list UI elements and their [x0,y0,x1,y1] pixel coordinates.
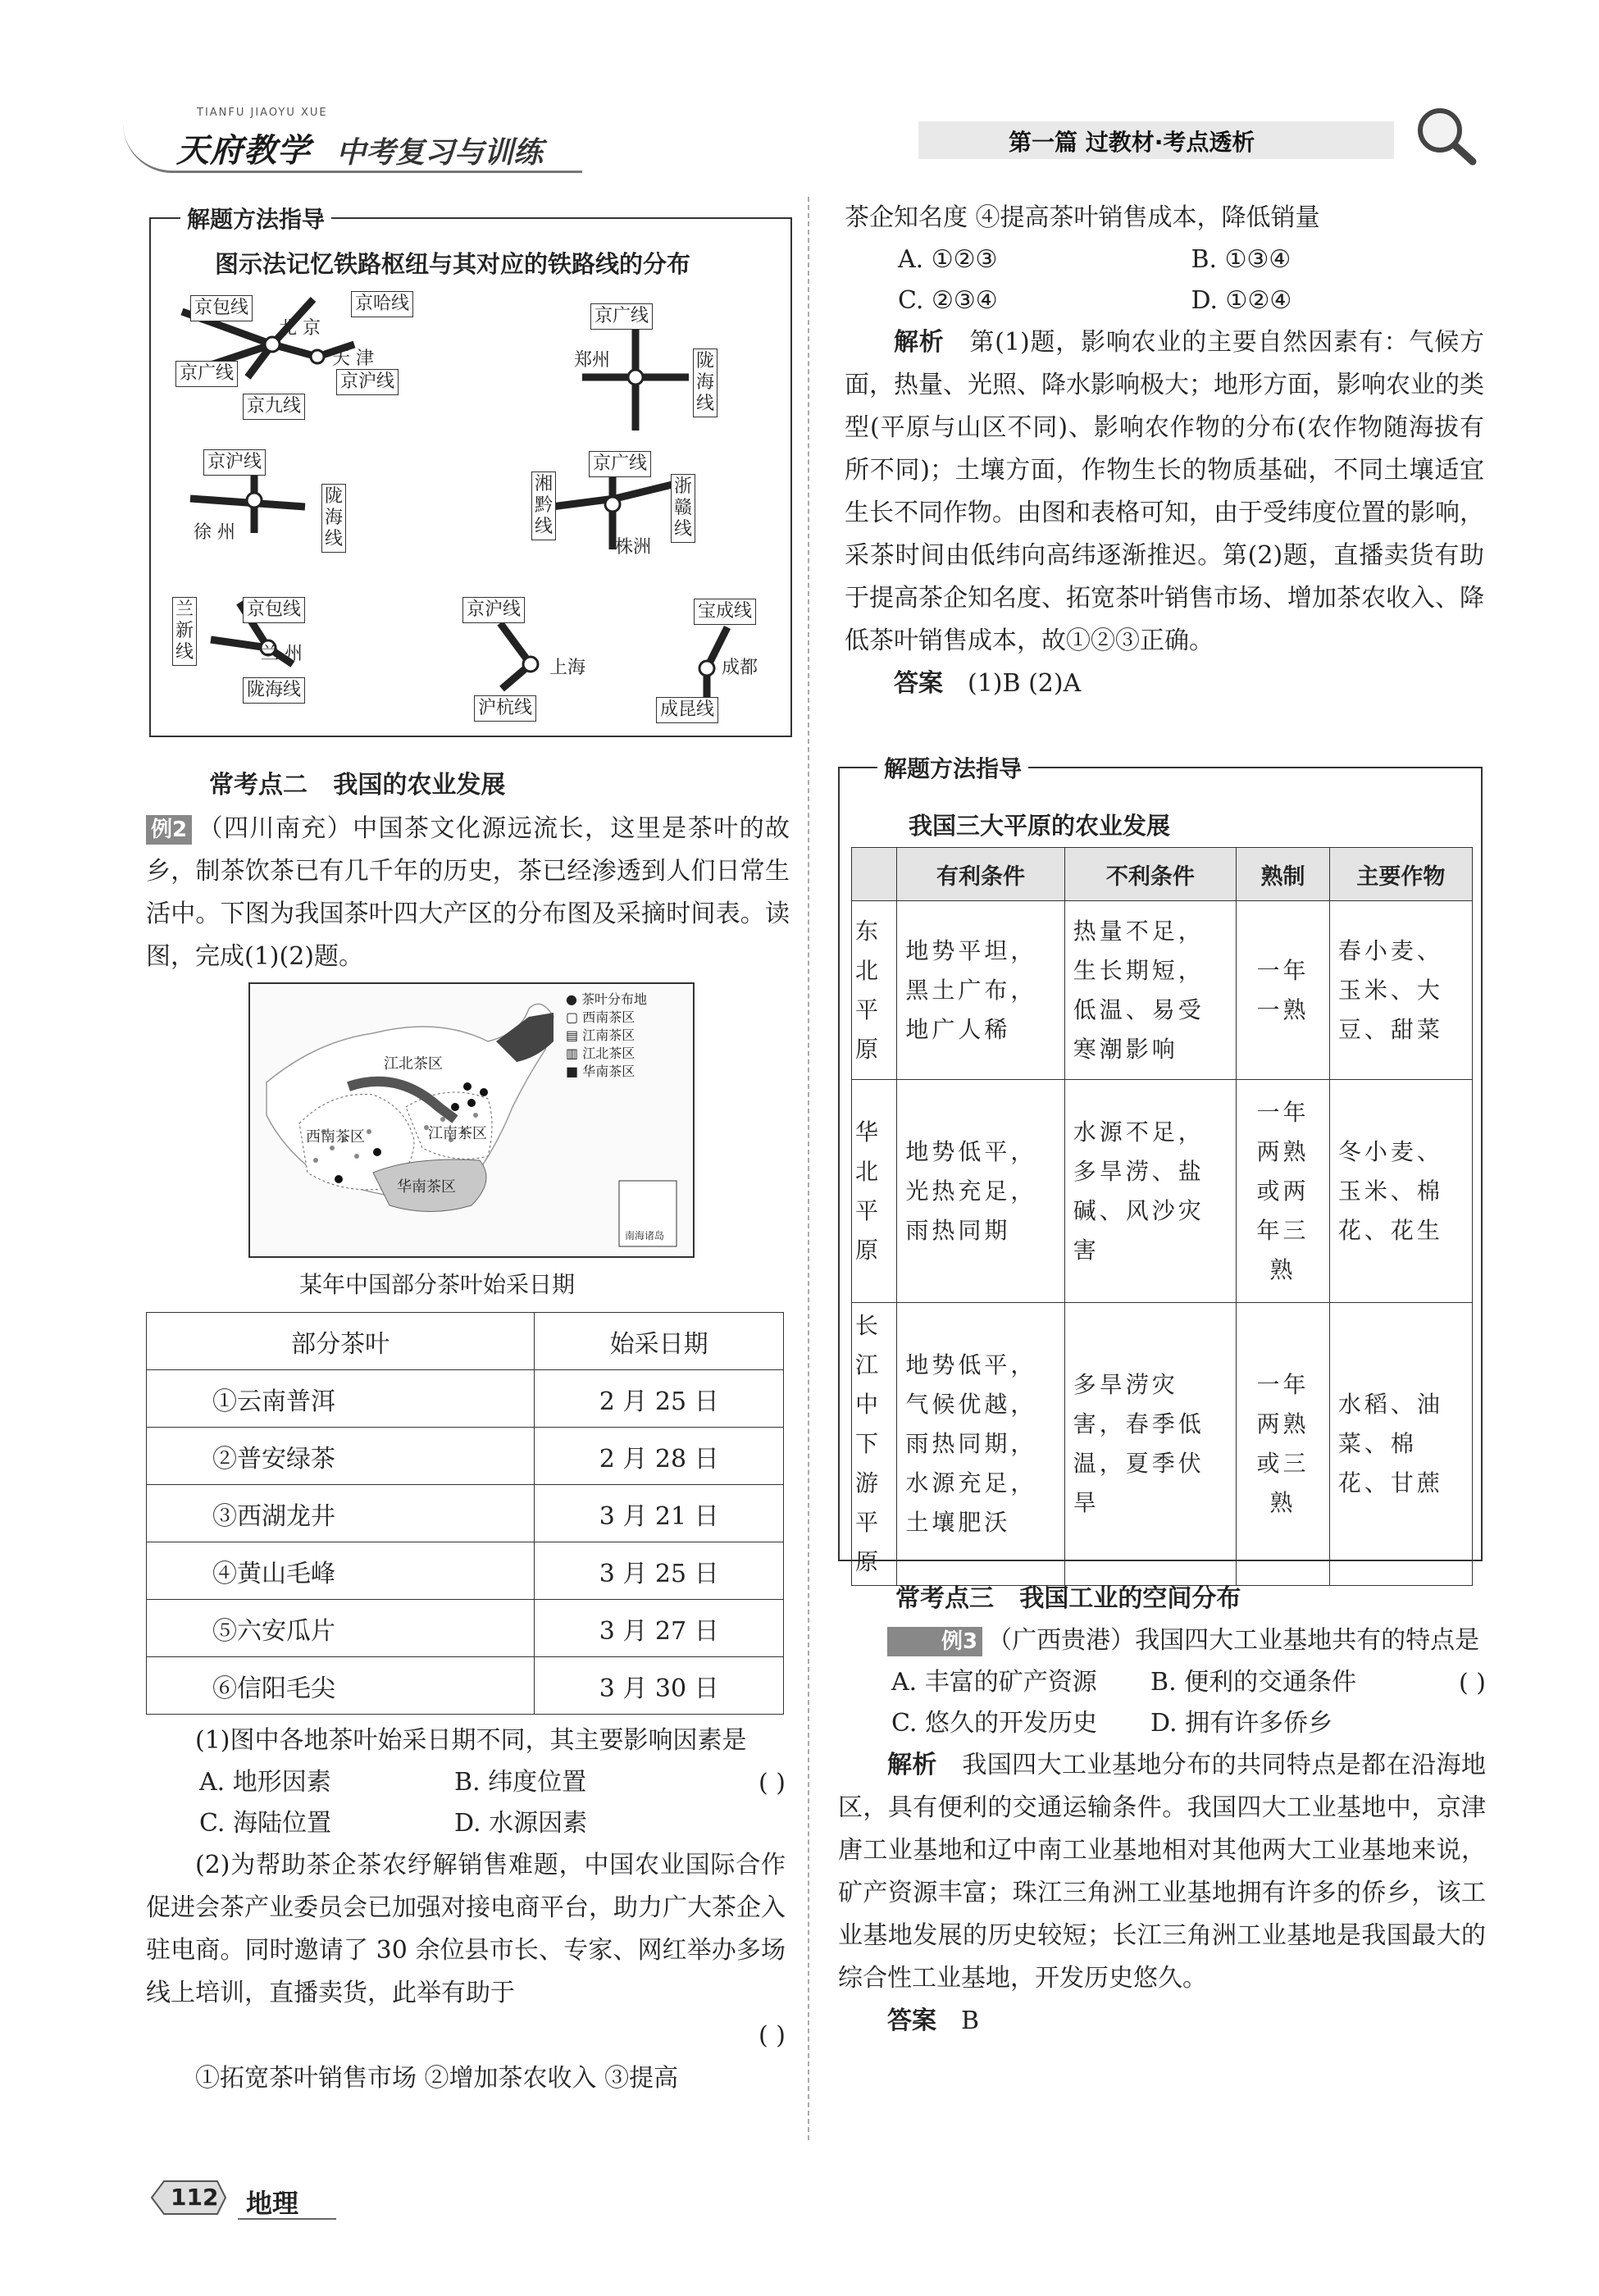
rail-line-label: 京广线 [175,361,238,387]
example-tag: 例3 [887,1627,982,1656]
legend-item: ▢ 西南茶区 [566,1009,636,1025]
question-1-text: (1)图中各地茶叶始采日期不同，其主要影响因素是 [195,1726,747,1755]
rail-line-label: 京哈线 [351,291,413,317]
question-1 [146,1720,786,2100]
right-column-top [845,197,1484,705]
question-2-items: ①拓宽茶叶销售市场 ②增加茶农收入 ③提高 [195,2064,679,2093]
legend-item: ▤ 江南茶区 [566,1027,636,1043]
plains-table [851,847,1473,1586]
rail-line-label: 陇海线 [693,348,718,417]
table-cell: 2 月 28 日 [535,1428,784,1485]
question-2-text: (2)为帮助茶企茶农纾解销售难题，中国农业国际合作促进会茶产业委员会已加强对接电商平台，助力广大茶企入驻电商。同时邀请了 30 余位县市长、专家、网红举办多场线上培训，直播卖货，此举有助于 [146,1851,786,2007]
option: C. 海陆位置 [199,1809,331,1838]
rail-line-label: 京沪线 [336,369,399,395]
analysis-text: 我国四大工业基地分布的共同特点是都在沿海地区，具有便利的交通运输条件。我国四大工业基地中，京津唐工业基地和辽中南工业基地相对其他两大工业基地来说，矿产资源丰富；珠江三角洲工业基地拥有许多的侨乡，该工业基地发展的历史较短；长江三角洲工业基地是我国最大的综合性工业基地，开发历史悠久。 [838,1751,1487,1993]
answer-label: 答案 [887,2007,936,2035]
answer-bracket: ( ) [1459,1669,1486,1697]
page-number-badge [148,2177,230,2218]
answer-bracket: ( ) [758,1769,786,1797]
answer-text: B [961,2007,980,2035]
table-cell: 华北平原 [852,1080,897,1303]
table-cell: 地势平坦，黑土广布，地广人稀 [897,901,1064,1080]
answer-bracket: ( ) [758,2021,786,2050]
table-cell: 热量不足，生长期短，低温、易受寒潮影响 [1064,901,1236,1080]
table-cell: ②普安绿茶 [147,1428,535,1485]
table-cell: 地势低平，气候优越，雨热同期，水源充足，土壤肥沃 [897,1303,1064,1586]
map-label: 华南茶区 [397,1178,456,1196]
option: D. ①②④ [1191,286,1292,315]
logo-pinyin: TIANFU JIAOYU XUE [197,107,328,119]
answer-label: 答案 [894,669,943,698]
option: B. 便利的交通条件 [1150,1668,1357,1697]
table-row [147,1600,784,1657]
option: B. 纬度位置 [454,1768,587,1797]
option: A. 丰富的矿产资源 [891,1668,1097,1697]
analysis-label: 解析 [894,328,945,357]
table-cell: 水源不足，多旱涝、盐碱、风沙灾害 [1064,1080,1236,1303]
rail-city-label: 成都 [722,658,758,678]
map-label: 江北茶区 [384,1055,443,1073]
table-cell: ⑤六安瓜片 [147,1600,535,1657]
rail-line-label: 京九线 [243,394,305,420]
table-row [852,1303,1473,1586]
example-3-text: （广西贵港）我国四大工业基地共有的特点是 [987,1626,1480,1655]
option: D. 拥有许多侨乡 [1150,1709,1333,1738]
table-cell: 3 月 27 日 [535,1600,784,1657]
rail-line-label: 湘黔线 [531,472,556,540]
table-cell: 3 月 25 日 [535,1542,784,1600]
map-label: 江南茶区 [428,1125,487,1142]
rail-city-label: 兰 州 [261,644,303,664]
table-header: 熟制 [1237,848,1330,901]
table-cell: 一年一熟 [1237,901,1330,1080]
map-legend [566,991,647,1081]
footer-subject: 地理 [246,2188,299,2219]
table-row [147,1542,784,1600]
legend-item: ■ 华南茶区 [566,1064,636,1079]
legend-item: ● 茶叶分布地 [566,991,648,1007]
table-header: 不利条件 [1064,848,1236,901]
table-row [147,1657,784,1715]
rail-line-label: 成昆线 [656,697,718,723]
legend-item: ▥ 江北茶区 [566,1046,636,1061]
table-row [147,1370,784,1428]
table-row [147,1485,784,1542]
rail-line-label: 京沪线 [203,449,266,476]
table-header: 主要作物 [1329,848,1472,901]
example-2-text: （四川南充）中国茶文化源远流长，这里是茶叶的故乡，制茶饮茶已有几千年的历史，茶已经渗透到人们日常生活中。下图为我国茶叶四大产区的分布图及采摘时间表。读图，完成(1)(2)题。 [146,814,790,971]
table-cell: 东北平原 [852,901,897,1080]
table-cell: 冬小麦、玉米、棉花、花生 [1329,1080,1472,1303]
analysis-text: 第(1)题，影响农业的主要自然因素有：气候方面，热量、光照、降水影响极大；地形方面，影响农业的类型(平原与山区不同)、影响农作物的分布(农作物随海拔有所不同)；土壤方面，作物生长的物质基础，不同土壤适宜生长不同作物。由图和表格可知，由于受纬度位置的影响，采茶时间由低纬向高纬逐渐推迟。第(2)题，直播卖货有助于提高茶企知名度、拓宽茶叶销售市场、增加茶农收入、降低茶叶销售成本，故①②③正确。 [845,328,1484,655]
method-box-title: 图示法记忆铁路枢纽与其对应的铁路线的分布 [215,250,691,278]
magnifier-icon [1409,102,1483,171]
option: C. ②③④ [898,286,998,315]
option: C. 悠久的开发历史 [891,1709,1097,1738]
rail-city-label: 徐 州 [194,522,235,543]
table-cell: ⑥信阳毛尖 [147,1657,535,1715]
table-cell: 3 月 21 日 [535,1485,784,1542]
table-cell: 一年两熟或三熟 [1237,1303,1330,1586]
table-cell: 春小麦、玉米、大豆、甜菜 [1329,901,1472,1080]
analysis-label: 解析 [887,1751,937,1779]
method-box-label: 解题方法指导 [180,202,331,235]
right-column-bottom [838,1578,1486,2043]
rail-line-label: 陇海线 [243,677,305,704]
table-cell: 一年两熟或两年三熟 [1237,1080,1330,1303]
tea-date-table [146,1312,784,1715]
rail-line-label: 浙赣线 [671,474,695,543]
table-cell: 2 月 25 日 [535,1370,784,1428]
table-cell: ③西湖龙井 [147,1485,535,1542]
rail-line-label: 京包线 [243,597,305,623]
page-number: 112 [171,2184,219,2211]
table-header: 始采日期 [535,1313,784,1370]
method-box-title: 我国三大平原的农业发展 [909,812,1171,840]
table-cell: ①云南普洱 [147,1370,535,1428]
table-row [852,901,1473,1080]
map-inset-label: 南海诸岛 [625,1230,665,1241]
table-cell: ④黄山毛峰 [147,1542,535,1600]
rail-city-label: 北 京 [279,318,321,339]
rail-line-label: 陇海线 [321,484,346,553]
example-2 [146,808,790,978]
question-2-continued: 茶企知名度 ④提高茶叶销售成本，降低销量 [845,203,1320,232]
option: A. ①②③ [898,245,998,274]
rail-city-label: 株洲 [615,537,652,558]
table-cell: 地势低平，光热充足，雨热同期 [897,1080,1064,1303]
table-cell: 多旱涝灾害，春季低温，夏季伏旱 [1064,1303,1236,1586]
map-label: 西南茶区 [306,1128,365,1146]
rail-line-label: 京沪线 [462,597,525,623]
rail-line-label: 兰新线 [172,597,197,666]
rail-line-label: 京广线 [590,303,653,330]
rail-city-label: 郑州 [574,350,611,371]
table-cell: 水稻、油菜、棉花、甘蔗 [1329,1303,1472,1586]
option: D. 水源因素 [454,1809,588,1838]
table-cell: 长江中下游平原 [852,1303,897,1586]
map-caption: 某年中国部分茶叶始采日期 [299,1271,576,1298]
answer-text: (1)B (2)A [968,669,1082,698]
table-row [147,1428,784,1485]
method-box-label: 解题方法指导 [877,751,1028,784]
rail-city-label: 上海 [549,658,586,678]
column-divider [808,197,809,2140]
table-header [852,848,897,901]
table-row [852,1080,1473,1303]
section-title-3: 常考点三 我国工业的空间分布 [895,1584,1241,1613]
section-title-2: 常考点二 我国的农业发展 [209,771,506,800]
table-header: 有利条件 [897,848,1064,901]
table-cell: 3 月 30 日 [535,1657,784,1715]
header-section: 第一篇 过教材·考点透析 [1009,129,1255,156]
rail-line-label: 京包线 [190,295,253,321]
footer-line [238,2218,336,2220]
example-tag: 例2 [146,815,192,845]
rail-city-label: 天 津 [332,348,374,369]
rail-line-label: 宝成线 [694,599,756,625]
rail-line-label: 沪杭线 [474,695,536,722]
logo: 天府教学 [176,132,311,170]
rail-line-label: 京广线 [589,451,651,477]
table-header: 部分茶叶 [147,1313,535,1370]
logo-subtitle: 中考复习与训练 [336,136,544,170]
option: B. ①③④ [1191,245,1292,274]
option: A. 地形因素 [199,1768,331,1797]
